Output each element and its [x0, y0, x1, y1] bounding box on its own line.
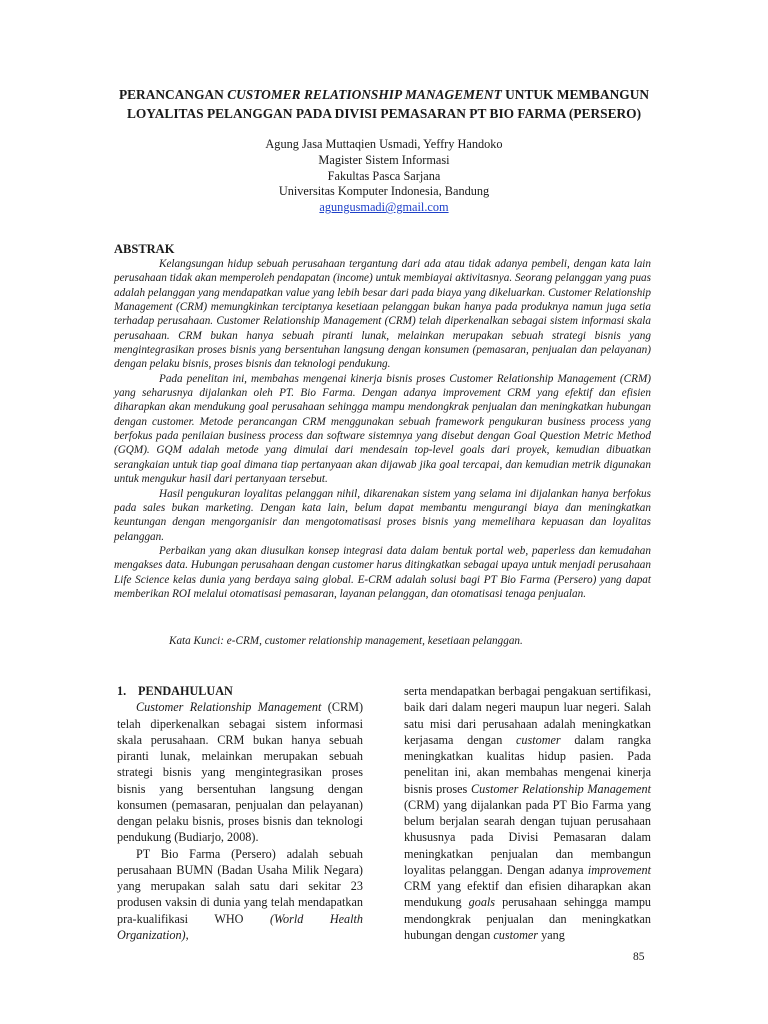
author-email-link[interactable]: agungusmadi@gmail.com: [319, 200, 449, 215]
title-line2: LOYALITAS PELANGGAN PADA DIVISI PEMASARAN PT BIO FARMA (PERSERO): [126, 106, 642, 121]
abstract-paragraph: Pada penelitan ini, membahas mengenai kinerja bisnis proses Customer Relationship Management (CRM) yang seharusnya dijalankan oleh PT. Bio Farma. Dengan adanya improvement CRM yang efektif dan efisien diharapkan akan mendukung goal perusahaan sehingga mampu mendongkrak penjualan dan meningkatkan hubungan dengan customer. Metode perancangan CRM menggunakan sebuah framework pengukuran business process yang berfokus pada penilaian business process dan software sistemnya yang disebut dengan Goal Question Metric Method (GQM). GQM adalah metode yang dimulai dari mendesain top-level goals dari proyek, kemudian dibuatkan serangkaian untuk tiap goal dimana tiap pertanyaan akan dijawab jika goal tercapai, dan kemudian metrik digunakan untuk mengukur hasil dari pertanyaan tersebut.: [114, 372, 651, 486]
author-block: [100, 137, 668, 216]
body-text: dalam rangka meningkatkan kualitas hidup pasien. Pada penelitan ini, akan membahas mengenai kinerja bisnis proses: [404, 732, 651, 796]
author-names: Agung Jasa Muttaqien Usmadi, Yeffry Handoko: [265, 137, 503, 151]
body-text: (CRM) telah diperkenalkan sebagai sistem informasi skala perusahaan. CRM bukan hanya sebuah piranti lunak, melainkan merupakan sebuah strategi bisnis yang mengintegrasikan proses bisnis yang bersentuhan langsung dengan konsumen (pemasaran, penjualan dan pelayanan) dengan pelaku bisnis, proses bisnis dan teknologi pendukung (Budiarjo, 2008).: [117, 700, 363, 845]
abstract-body: [114, 257, 651, 601]
abstract-paragraph: Kelangsungan hidup sebuah perusahaan tergantung dari ada atau tidak adanya pembeli, dengan kata lain perusahaan tidak akan memperoleh pendapatan (income) untuk membiayai aktivitasnya. Seorang pelanggan yang puas adalah pelanggan yang mendapatkan value yang lebih besar dari pada biaya yang dikeluarkan. Customer Relationship Management (CRM) memungkinkan terciptanya kesetiaan pelanggan bukan hanya pada produknya namun juga setia terhadap perusahaan. Customer Relationship Management (CRM) telah diperkenalkan sebagai sistem informasi skala perusahaan. CRM bukan hanya sebuah piranti lunak, melainkan merupakan sebuah strategi bisnis yang mengintegrasikan proses bisnis yang bersentuhan langsung dengan konsumen (pemasaran, penjualan dan pelayanan) dengan pelaku bisnis, proses bisnis dan teknologi pendukung.: [114, 258, 651, 371]
body-text: (CRM) yang dijalankan pada PT Bio Farma yang belum berjalan searah dengan tujuan perusahaan khususnya pada Divisi Pemasaran dalam meningkatkan penjualan dan membangun loyalitas pelanggan. Dengan adanya: [404, 797, 651, 877]
body-text: CRM yang efektif dan efisien diharapkan akan mendukung: [404, 879, 651, 910]
paper-title: [100, 85, 668, 123]
body-text: perusahaan sehingga mampu mendongkrak penjualan dan meningkatkan hubungan dengan: [404, 895, 652, 942]
author-program: Magister Sistem Informasi: [318, 152, 450, 167]
body-text: serta mendapatkan berbagai pengakuan sertifikasi, baik dari dalam negeri maupun luar negeri. Salah satu misi dari perusahaan adalah meningkatkan kerjasama dengan: [404, 684, 651, 747]
right-column: [404, 683, 651, 943]
title-line1-pre: PERANCANGAN: [118, 87, 228, 102]
abstract-heading: ABSTRAK: [114, 242, 175, 256]
body-paragraph: [404, 683, 651, 943]
italic-term: (World Health Organization),: [117, 911, 364, 942]
section-heading: [117, 683, 363, 699]
title-line1-italic: CUSTOMER RELATIONSHIP MANAGEMENT: [227, 87, 502, 102]
italic-term: Customer Relationship Management: [470, 781, 652, 796]
abstract-paragraph: Perbaikan yang akan diusulkan konsep integrasi data dalam bentuk portal web, paperless dan kemudahan mengakses data. Hubungan perusahaan dengan customer harus ditingkatkan sebagai upaya untuk menjadi perusahaan Life Science kelas dunia yang berdaya saing global. E-CRM adalah solusi bagi PT Bio Farma (Persero) yang dapat memberikan ROI melalui otomatisasi pemasaran, layanan pelanggan, dan otomatisasi tenaga penjualan.: [114, 544, 651, 600]
left-column: [117, 683, 363, 943]
section-number: 1.: [117, 684, 127, 698]
title-line1-post: UNTUK MEMBANGUN: [501, 87, 650, 102]
body-paragraph: [117, 846, 363, 944]
author-university: Universitas Komputer Indonesia, Bandung: [278, 184, 490, 199]
body-text: yang: [538, 927, 565, 942]
body-paragraph: [117, 699, 363, 845]
italic-term: improvement: [587, 862, 651, 877]
italic-term: Customer Relationship Management: [136, 700, 322, 715]
italic-term: customer: [493, 927, 539, 942]
body-text: PT Bio Farma (Persero) adalah sebuah perusahaan BUMN (Badan Usaha Milik Negara) yang merupakan salah satu dari sekitar 23 produsen vaksin di dunia yang telah mendapatkan pra-kualifikasi WHO: [117, 846, 363, 926]
italic-term: customer: [515, 732, 561, 747]
keywords: Kata Kunci: e-CRM, customer relationship management, kesetiaan pelanggan.: [169, 635, 523, 647]
abstract-paragraph: Hasil pengukuran loyalitas pelanggan nihil, dikarenakan sistem yang selama ini dijalankan hanya berfokus pada sales bukan marketing. Dengan kata lain, belum dapat membantu mengurangi biaya dan meningkatkan keuntungan dengan mengorganisir dan mengotomatisasi proses bisnis yang memelihara kepuasan dan loyalitas pelanggan.: [114, 487, 651, 543]
italic-term: goals: [468, 895, 496, 910]
page-number: 85: [633, 951, 645, 963]
section-title: PENDAHULUAN: [138, 684, 233, 698]
author-faculty: Fakultas Pasca Sarjana: [327, 168, 441, 183]
